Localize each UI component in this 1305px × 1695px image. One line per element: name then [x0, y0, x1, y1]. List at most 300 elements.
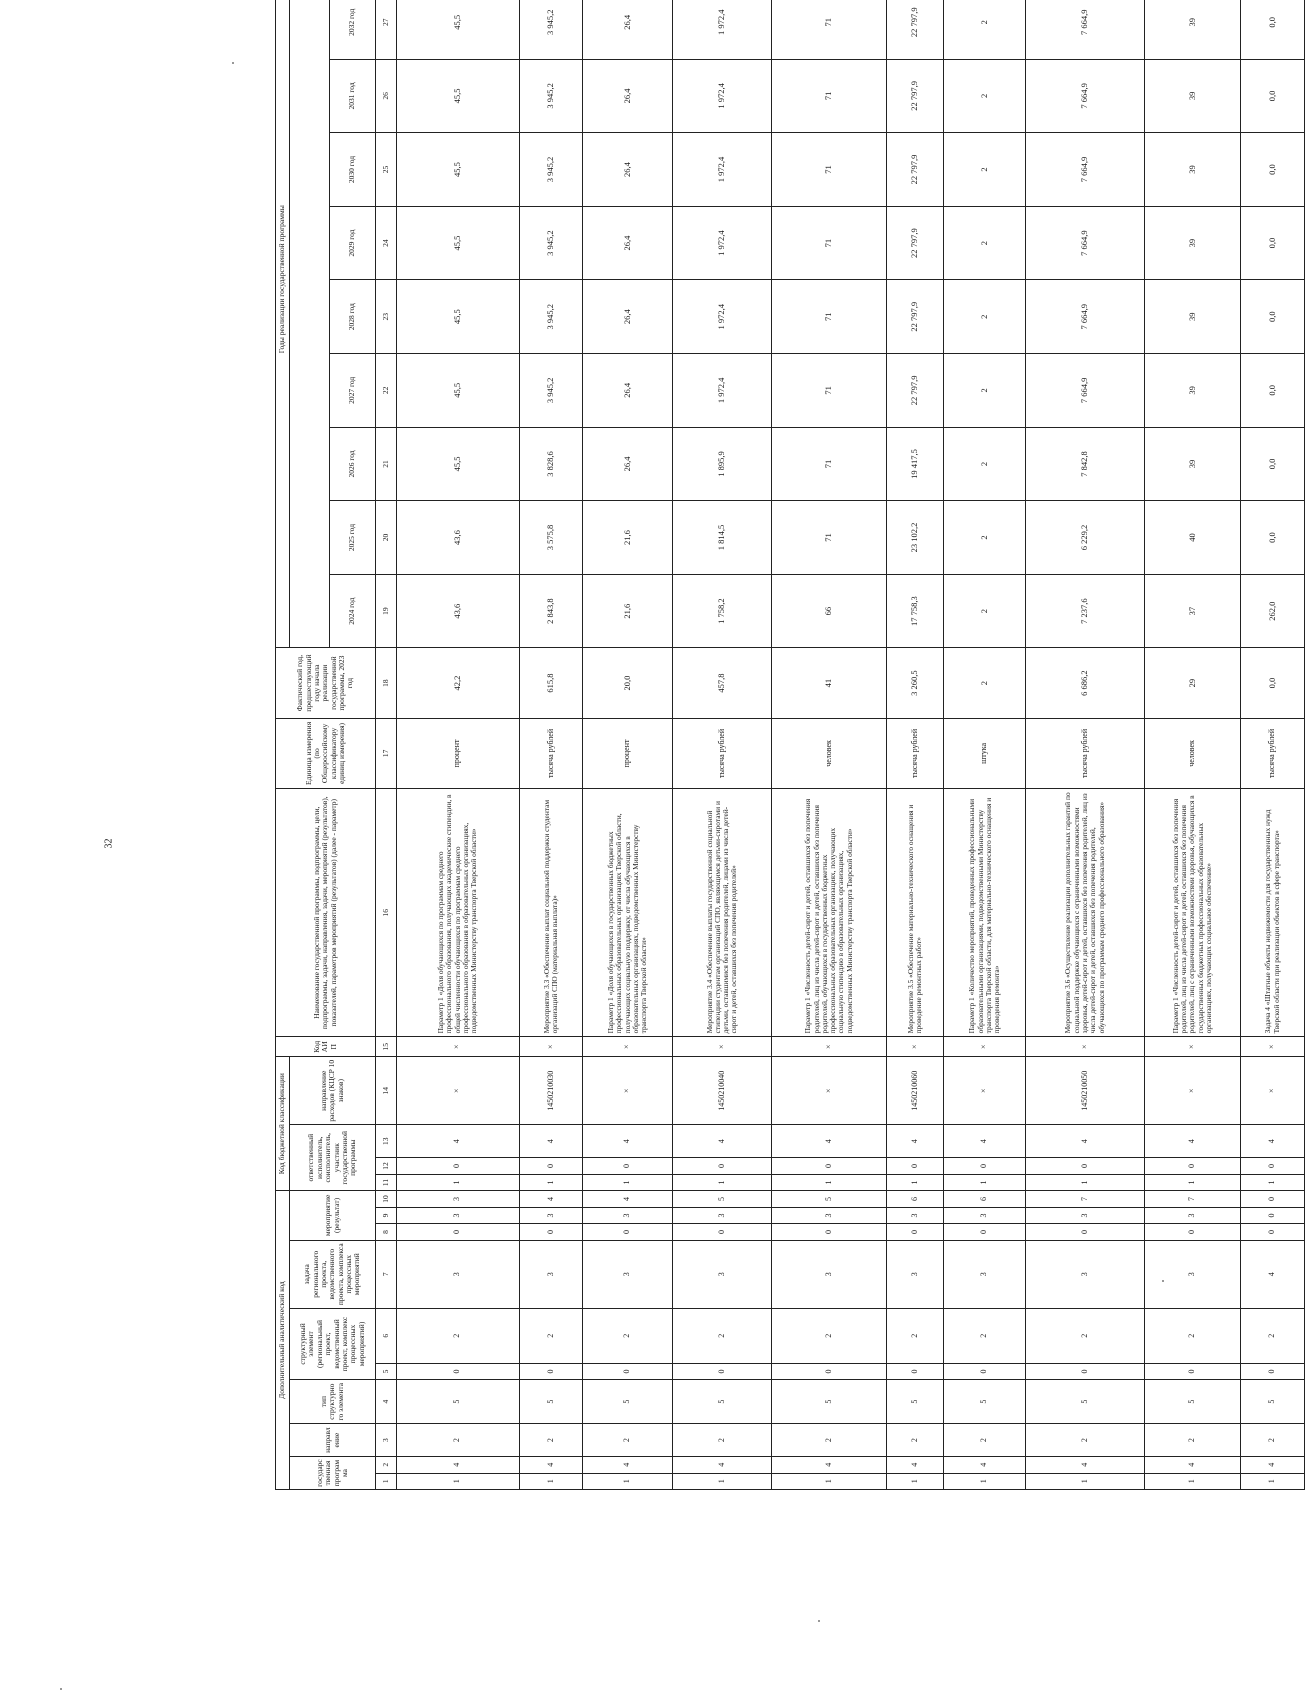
code-cell: 0: [1144, 1224, 1241, 1240]
unit-cell: тысяча рублей: [673, 718, 772, 788]
table-row: [1026, 0, 1144, 1490]
year-value-cell: 7 664,9: [1026, 354, 1144, 428]
code-cell: 1: [583, 1473, 673, 1489]
aip-cell: ×: [583, 1037, 673, 1057]
code-cell: 0: [397, 1158, 520, 1174]
year-value-cell: 71: [772, 59, 887, 133]
code-cell: 2: [397, 1308, 520, 1363]
code-cell: 2: [1241, 1308, 1305, 1363]
year-value-cell: 2: [944, 354, 1026, 428]
code-cell: 3: [583, 1240, 673, 1308]
code-cell: 3: [583, 1207, 673, 1223]
code-cell: 0: [1026, 1363, 1144, 1379]
header-year: 2031 год: [330, 59, 376, 133]
code-cell: 4: [519, 1191, 583, 1208]
code-cell: 2: [772, 1424, 887, 1457]
kcsr-cell: ×: [1241, 1057, 1305, 1125]
year-value-cell: 22 797,9: [887, 206, 944, 280]
code-cell: 3: [519, 1240, 583, 1308]
code-cell: 4: [397, 1125, 520, 1158]
header-years-spacer: [290, 0, 330, 648]
baseline-cell: 41: [772, 648, 887, 718]
aip-cell: ×: [772, 1037, 887, 1057]
header-struct-type: тип структурного элемента: [290, 1380, 376, 1424]
year-value-cell: 26,4: [583, 354, 673, 428]
code-cell: 0: [397, 1363, 520, 1379]
code-cell: 6: [944, 1191, 1026, 1208]
year-value-cell: 39: [1144, 206, 1241, 280]
code-cell: 4: [1144, 1125, 1241, 1158]
code-cell: 2: [1144, 1308, 1241, 1363]
code-cell: 0: [1026, 1158, 1144, 1174]
year-value-cell: 26,4: [583, 427, 673, 501]
year-value-cell: 39: [1144, 354, 1241, 428]
kcsr-cell: ×: [772, 1057, 887, 1125]
column-number: 2: [376, 1457, 397, 1473]
year-value-cell: 40: [1144, 501, 1241, 575]
year-value-cell: 37: [1144, 574, 1241, 648]
code-cell: 4: [583, 1125, 673, 1158]
name-cell: Мероприятие 3.5 «Обеспечение материально-технического оснащения и проведение ремонтных работ»: [887, 789, 944, 1037]
column-number: 18: [376, 648, 397, 718]
code-cell: 2: [397, 1424, 520, 1457]
code-cell: 0: [519, 1363, 583, 1379]
code-cell: 0: [673, 1363, 772, 1379]
code-cell: 1: [887, 1473, 944, 1489]
baseline-cell: 0,0: [1241, 648, 1305, 718]
code-cell: 1: [1026, 1473, 1144, 1489]
year-value-cell: 26,4: [583, 280, 673, 354]
table-row: [397, 0, 520, 1490]
code-cell: 0: [1241, 1158, 1305, 1174]
name-cell: Мероприятие 3.6 «Осуществление реализации дополнительных гарантий по социальной поддержке обучающихся с ограниченными возможностями здоровья, детей-сирот и детей, оставшихся без попечения родителей, лиц из числа детей-сирот и детей, оставшихся без попечения родителей, обучающихся по программам среднего профессионального образования»: [1026, 789, 1144, 1037]
column-number: 26: [376, 59, 397, 133]
column-number: 15: [376, 1037, 397, 1057]
kcsr-cell: 1450210060: [887, 1057, 944, 1125]
header-struct-element: структурный элемент (региональный проект, ведомственный проект, комплекс процессных мероприятий): [290, 1308, 376, 1379]
aip-cell: ×: [887, 1037, 944, 1057]
column-number: 17: [376, 718, 397, 788]
code-cell: 1: [1026, 1174, 1144, 1190]
year-value-cell: 3 945,2: [519, 133, 583, 207]
code-cell: 2: [519, 1424, 583, 1457]
code-cell: 4: [1026, 1125, 1144, 1158]
year-value-cell: 2: [944, 0, 1026, 59]
header-aip-code: Код АИП: [276, 1037, 376, 1057]
header-year: 2025 год: [330, 501, 376, 575]
year-value-cell: 2: [944, 133, 1026, 207]
year-value-cell: 2 843,8: [519, 574, 583, 648]
aip-cell: ×: [673, 1037, 772, 1057]
year-value-cell: 45,5: [397, 427, 520, 501]
column-number: 21: [376, 427, 397, 501]
program-table: [275, 0, 1305, 1490]
code-cell: 0: [772, 1224, 887, 1240]
code-cell: 1: [1241, 1174, 1305, 1190]
aip-cell: ×: [519, 1037, 583, 1057]
code-cell: 3: [887, 1207, 944, 1223]
year-value-cell: 3 575,8: [519, 501, 583, 575]
name-cell: Задача 4 «Штатные объекты недвижимости для государственных нужд Тверской области при реализации объектов в сфере транспорта»: [1241, 789, 1305, 1037]
code-cell: 0: [887, 1224, 944, 1240]
name-cell: Параметр 1 «Доля обучающихся в государственных бюджетных профессиональных образовательных организациях Тверской области, получающих социальную поддержку, от числа обучающихся в образовательных организациях, подведомственных Министерству транспорта Тверской области»: [583, 789, 673, 1037]
code-cell: 1: [673, 1473, 772, 1489]
code-cell: 5: [1026, 1380, 1144, 1424]
year-value-cell: 22 797,9: [887, 354, 944, 428]
code-cell: 5: [772, 1380, 887, 1424]
header-year: 2029 год: [330, 206, 376, 280]
baseline-cell: 20,0: [583, 648, 673, 718]
table-row: [673, 0, 772, 1490]
code-cell: 3: [1144, 1240, 1241, 1308]
code-cell: 4: [397, 1457, 520, 1473]
year-value-cell: 0,0: [1241, 206, 1305, 280]
baseline-cell: 6 686,2: [1026, 648, 1144, 718]
year-value-cell: 45,5: [397, 280, 520, 354]
code-cell: 5: [1241, 1380, 1305, 1424]
code-cell: 3: [944, 1240, 1026, 1308]
year-value-cell: 22 797,9: [887, 133, 944, 207]
code-cell: 1: [583, 1174, 673, 1190]
column-number: 25: [376, 133, 397, 207]
header-years-group: Годы реализации государственной программы: [276, 0, 290, 648]
code-cell: 1: [397, 1174, 520, 1190]
year-value-cell: 1 972,4: [673, 0, 772, 59]
year-value-cell: 3 945,2: [519, 0, 583, 59]
unit-cell: тысяча рублей: [1241, 718, 1305, 788]
code-cell: 0: [519, 1224, 583, 1240]
table-row: [1241, 0, 1305, 1490]
year-value-cell: 0,0: [1241, 59, 1305, 133]
year-value-cell: 0,0: [1241, 280, 1305, 354]
year-value-cell: 26,4: [583, 133, 673, 207]
table-row: [887, 0, 944, 1490]
header-direction: направление: [290, 1424, 376, 1457]
scan-speck: [232, 62, 234, 64]
year-value-cell: 45,5: [397, 133, 520, 207]
code-cell: 0: [583, 1224, 673, 1240]
year-value-cell: 3 945,2: [519, 59, 583, 133]
table-row: [519, 0, 583, 1490]
header-year: 2027 год: [330, 354, 376, 428]
column-number: 14: [376, 1057, 397, 1125]
year-value-cell: 2: [944, 427, 1026, 501]
column-number: 16: [376, 789, 397, 1037]
year-value-cell: 2: [944, 501, 1026, 575]
year-value-cell: 0,0: [1241, 133, 1305, 207]
code-cell: 4: [887, 1457, 944, 1473]
code-cell: 2: [1026, 1424, 1144, 1457]
year-value-cell: 7 664,9: [1026, 133, 1144, 207]
baseline-cell: 457,8: [673, 648, 772, 718]
code-cell: 1: [772, 1473, 887, 1489]
code-cell: 7: [1026, 1191, 1144, 1208]
kcsr-cell: 1450210040: [673, 1057, 772, 1125]
unit-cell: штука: [944, 718, 1026, 788]
scan-speck: [818, 1620, 820, 1622]
code-cell: 3: [397, 1207, 520, 1223]
header-year: 2024 год: [330, 574, 376, 648]
column-number: 13: [376, 1125, 397, 1158]
code-cell: 1: [887, 1174, 944, 1190]
code-cell: 2: [673, 1424, 772, 1457]
code-cell: 0: [1241, 1363, 1305, 1379]
code-cell: 5: [772, 1191, 887, 1208]
table-row: [944, 0, 1026, 1490]
baseline-cell: 42,2: [397, 648, 520, 718]
aip-cell: ×: [1144, 1037, 1241, 1057]
page-number: 32: [103, 838, 115, 849]
code-cell: 1: [519, 1174, 583, 1190]
code-cell: 2: [944, 1424, 1026, 1457]
code-cell: 5: [1144, 1380, 1241, 1424]
year-value-cell: 21,6: [583, 501, 673, 575]
code-cell: 7: [1144, 1191, 1241, 1208]
code-cell: 0: [1241, 1207, 1305, 1223]
code-cell: 1: [1241, 1473, 1305, 1489]
header-baseline: Фактический год, предшествующий году начала реализации государственной программы, 2023 год: [276, 648, 376, 718]
year-value-cell: 71: [772, 206, 887, 280]
code-cell: 4: [944, 1457, 1026, 1473]
unit-cell: тысяча рублей: [887, 718, 944, 788]
header-name: Наименование государственной программы, подпрограммы, цели, подпрограммы, задачи, направления, задачи, мероприятий (результатов), показателей, параметров мероприятий (результатов) (далее - параметр): [276, 789, 376, 1037]
year-value-cell: 19 417,5: [887, 427, 944, 501]
name-cell: Параметр 1 «Количество мероприятий, проведенных профессиональными образовательными организациями, подведомственными Министерству транспорта Тверской области, для материально-технического оснащения и проведения ремонта»: [944, 789, 1026, 1037]
year-value-cell: 43,6: [397, 501, 520, 575]
code-cell: 2: [583, 1424, 673, 1457]
code-cell: 4: [519, 1457, 583, 1473]
header-additional-code: Дополнительный аналитический код: [276, 1191, 290, 1490]
code-cell: 3: [397, 1240, 520, 1308]
code-cell: 0: [944, 1363, 1026, 1379]
year-value-cell: 0,0: [1241, 0, 1305, 59]
year-value-cell: 45,5: [397, 59, 520, 133]
table-body: [397, 0, 1305, 1490]
kcsr-cell: ×: [583, 1057, 673, 1125]
column-number: 27: [376, 0, 397, 59]
column-number: 6: [376, 1308, 397, 1363]
column-number: 23: [376, 280, 397, 354]
year-value-cell: 43,6: [397, 574, 520, 648]
code-cell: 3: [944, 1207, 1026, 1223]
year-value-cell: 71: [772, 354, 887, 428]
year-value-cell: 2: [944, 574, 1026, 648]
code-cell: 2: [944, 1308, 1026, 1363]
code-cell: 1: [944, 1473, 1026, 1489]
name-cell: Мероприятие 3.4 «Обеспечение выплаты государственной социальной стипендии студентам организаций СПО, являющимся детьми-сиротами и детьми, оставшимися без попечения родителей, лицами из числа детей-сирот и детей, оставшихся без попечения родителей»: [673, 789, 772, 1037]
code-cell: 5: [887, 1380, 944, 1424]
year-value-cell: 7 664,9: [1026, 59, 1144, 133]
name-cell: Параметр 1 «Численность детей-сирот и детей, оставшихся без попечения родителей, лиц из числа детей-сирот и детей, оставшихся без попечения родителей, обучающихся в государственных бюджетных профессиональных образовательных организациях, получающих социальную стипендию в образовательных организациях, подведомственных Министерству транспорта Тверской области»: [772, 789, 887, 1037]
header-program: государственная программа: [290, 1457, 376, 1490]
code-cell: 5: [583, 1380, 673, 1424]
code-cell: 0: [887, 1363, 944, 1379]
code-cell: 5: [673, 1191, 772, 1208]
header-unit: Единица измерения (по Общероссийскому классификатору единиц измерения): [276, 718, 376, 788]
code-cell: 0: [772, 1363, 887, 1379]
year-value-cell: 2: [944, 280, 1026, 354]
code-cell: 0: [1144, 1158, 1241, 1174]
year-value-cell: 71: [772, 427, 887, 501]
year-value-cell: 23 102,2: [887, 501, 944, 575]
code-cell: 0: [583, 1158, 673, 1174]
unit-cell: тысяча рублей: [1026, 718, 1144, 788]
code-cell: 4: [1026, 1457, 1144, 1473]
kcsr-cell: 1450210030: [519, 1057, 583, 1125]
year-value-cell: 71: [772, 280, 887, 354]
year-value-cell: 1 972,4: [673, 280, 772, 354]
code-cell: 1: [519, 1473, 583, 1489]
baseline-cell: 2: [944, 648, 1026, 718]
header-executor: ответственный исполнитель, соисполнитель, участник государственной программы: [290, 1125, 376, 1191]
code-cell: 0: [397, 1224, 520, 1240]
code-cell: 1: [397, 1473, 520, 1489]
year-value-cell: 7 664,9: [1026, 280, 1144, 354]
year-value-cell: 262,0: [1241, 574, 1305, 648]
code-cell: 0: [673, 1158, 772, 1174]
column-number: 4: [376, 1380, 397, 1424]
table-row: [772, 0, 887, 1490]
table-row: [1144, 0, 1241, 1490]
code-cell: 4: [673, 1125, 772, 1158]
aip-cell: ×: [1241, 1037, 1305, 1057]
code-cell: 3: [519, 1207, 583, 1223]
header-budget-code: Код бюджетной классификации: [276, 1057, 290, 1191]
aip-cell: ×: [1026, 1037, 1144, 1057]
year-value-cell: 7 842,8: [1026, 427, 1144, 501]
code-cell: 0: [944, 1224, 1026, 1240]
baseline-cell: 615,8: [519, 648, 583, 718]
year-value-cell: 17 758,3: [887, 574, 944, 648]
scan-speck: [1162, 1280, 1164, 1282]
name-cell: Параметр 1 «Численность детей-сирот и детей, оставшихся без попечения родителей, лиц из числа детей-сирот и детей, оставшихся без попечения родителей, лиц с ограниченными возможностями здоровья, обучающихся в государственных бюджетных профессиональных образовательных организациях, получающих социальное обеспечение»: [1144, 789, 1241, 1037]
year-value-cell: 21,6: [583, 574, 673, 648]
code-cell: 1: [944, 1174, 1026, 1190]
year-value-cell: 71: [772, 0, 887, 59]
column-number: 8: [376, 1224, 397, 1240]
year-value-cell: 22 797,9: [887, 0, 944, 59]
code-cell: 3: [397, 1191, 520, 1208]
column-number: 10: [376, 1191, 397, 1208]
year-value-cell: 0,0: [1241, 354, 1305, 428]
year-value-cell: 3 828,6: [519, 427, 583, 501]
year-value-cell: 26,4: [583, 206, 673, 280]
year-value-cell: 7 237,6: [1026, 574, 1144, 648]
code-cell: 3: [1026, 1240, 1144, 1308]
table-row: [583, 0, 673, 1490]
code-cell: 2: [772, 1308, 887, 1363]
code-cell: 2: [583, 1308, 673, 1363]
year-value-cell: 3 945,2: [519, 280, 583, 354]
year-value-cell: 39: [1144, 280, 1241, 354]
code-cell: 4: [1241, 1457, 1305, 1473]
column-number: 12: [376, 1158, 397, 1174]
code-cell: 4: [519, 1125, 583, 1158]
code-cell: 1: [1144, 1174, 1241, 1190]
code-cell: 2: [1144, 1424, 1241, 1457]
code-cell: 4: [772, 1457, 887, 1473]
aip-cell: ×: [944, 1037, 1026, 1057]
header-year: 2030 год: [330, 133, 376, 207]
code-cell: 4: [772, 1125, 887, 1158]
code-cell: 0: [673, 1224, 772, 1240]
kcsr-cell: ×: [944, 1057, 1026, 1125]
year-value-cell: 45,5: [397, 206, 520, 280]
year-value-cell: 39: [1144, 133, 1241, 207]
year-value-cell: 2: [944, 59, 1026, 133]
year-value-cell: 0,0: [1241, 501, 1305, 575]
code-cell: 0: [1026, 1224, 1144, 1240]
unit-cell: тысяча рублей: [519, 718, 583, 788]
code-cell: 0: [1241, 1224, 1305, 1240]
year-value-cell: 1 972,4: [673, 354, 772, 428]
code-cell: 2: [519, 1308, 583, 1363]
year-value-cell: 1 814,5: [673, 501, 772, 575]
code-cell: 0: [1241, 1191, 1305, 1208]
code-cell: 2: [1026, 1308, 1144, 1363]
code-cell: 0: [772, 1158, 887, 1174]
code-cell: 3: [1144, 1207, 1241, 1223]
kcsr-cell: ×: [1144, 1057, 1241, 1125]
header-year: 2028 год: [330, 280, 376, 354]
code-cell: 3: [673, 1207, 772, 1223]
column-number: 22: [376, 354, 397, 428]
code-cell: 1: [673, 1174, 772, 1190]
year-value-cell: 1 895,9: [673, 427, 772, 501]
aip-cell: ×: [397, 1037, 520, 1057]
code-cell: 0: [944, 1158, 1026, 1174]
year-value-cell: 7 664,9: [1026, 0, 1144, 59]
column-number: 9: [376, 1207, 397, 1223]
year-value-cell: 26,4: [583, 0, 673, 59]
name-cell: Параметр 1 «Доля обучающихся по программам среднего профессионального образования, получающих академические стипендии, в общей численности обучающихся по программам среднего профессионального образования в образовательных организациях, подведомственных Министерству транспорта Тверской области»: [397, 789, 520, 1037]
year-value-cell: 39: [1144, 427, 1241, 501]
year-value-cell: 1 972,4: [673, 133, 772, 207]
unit-cell: человек: [772, 718, 887, 788]
unit-cell: процент: [397, 718, 520, 788]
code-cell: 1: [772, 1174, 887, 1190]
column-number-row: [376, 0, 397, 1490]
column-number: 1: [376, 1473, 397, 1489]
code-cell: 5: [673, 1380, 772, 1424]
baseline-cell: 3 260,5: [887, 648, 944, 718]
column-number: 11: [376, 1174, 397, 1190]
column-number: 7: [376, 1240, 397, 1308]
scan-speck: [60, 1688, 62, 1690]
year-value-cell: 45,5: [397, 354, 520, 428]
name-cell: Мероприятие 3.3 «Обеспечение выплат социальной поддержки студентам организаций СПО (материальная выплата)»: [519, 789, 583, 1037]
year-value-cell: 26,4: [583, 59, 673, 133]
code-cell: 4: [673, 1457, 772, 1473]
code-cell: 2: [887, 1308, 944, 1363]
column-number: 5: [376, 1363, 397, 1379]
code-cell: 0: [887, 1158, 944, 1174]
code-cell: 5: [944, 1380, 1026, 1424]
header-year: 2026 год: [330, 427, 376, 501]
code-cell: 0: [519, 1158, 583, 1174]
kcsr-cell: 1450210050: [1026, 1057, 1144, 1125]
code-cell: 4: [583, 1191, 673, 1208]
year-value-cell: 1 758,2: [673, 574, 772, 648]
code-cell: 3: [673, 1240, 772, 1308]
code-cell: 4: [1241, 1125, 1305, 1158]
unit-cell: человек: [1144, 718, 1241, 788]
year-value-cell: 22 797,9: [887, 59, 944, 133]
code-cell: 4: [583, 1457, 673, 1473]
year-value-cell: 66: [772, 574, 887, 648]
code-cell: 3: [772, 1207, 887, 1223]
code-cell: 3: [1026, 1207, 1144, 1223]
